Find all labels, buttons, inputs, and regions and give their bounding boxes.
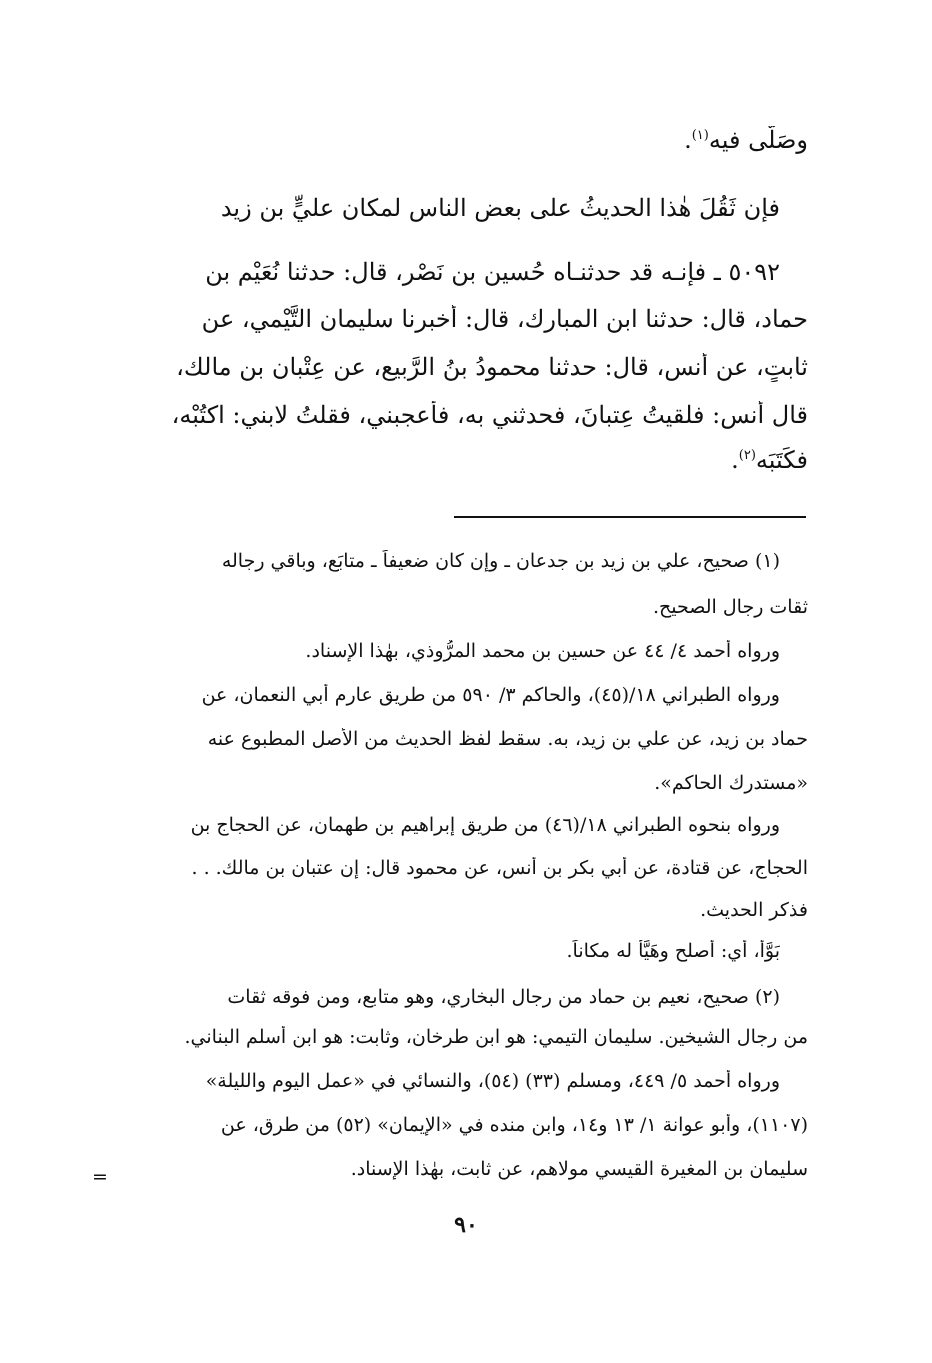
period: . (684, 126, 692, 154)
main-text-line-6: قال أنس: فلقيتُ عِتبانَ، فحدثني به، فأعجبني، فقلتُ لابني: اكتُبْه، (171, 401, 808, 429)
page-number: ٩٠ (454, 1212, 478, 1238)
footnote-line-12: من رجال الشيخين. سليمان التيمي: هو ابن طرخان، وثابت: هو ابن أسلم البناني. (184, 1026, 808, 1048)
main-line-1-text: وصَلَّى فيه (708, 126, 808, 154)
footnote-line-7: ورواه بنحوه الطبراني ١٨/(٤٦) من طريق إبراهيم بن طهمان، عن الحجاج بن (190, 814, 780, 836)
footnote-line-5: حماد بن زيد، عن علي بن زيد، به. سقط لفظ الحديث من الأصل المطبوع عنه (207, 728, 808, 750)
main-text-line-5: ثابتٍ، عن أنس، قال: حدثنا محمودُ بنُ الرَّبيع، عن عِتْبان بن مالك، (176, 353, 808, 381)
footnote-line-11: (٢) صحيح، نعيم بن حماد من رجال البخاري، وهو متابع، ومن فوقه ثقات (227, 986, 780, 1008)
footnote-ref-2: (٢) (738, 448, 756, 463)
footnote-line-15: سليمان بن المغيرة القيسي مولاهم، عن ثابت، بهٰذا الإسناد. (350, 1158, 808, 1180)
footnote-line-4: ورواه الطبراني ١٨/(٤٥)، والحاكم ٣/ ٥٩٠ من طريق عارم أبي النعمان، عن (201, 684, 780, 706)
footnote-line-13: ورواه أحمد ٥/ ٤٤٩، ومسلم (٣٣) (٥٤)، والنسائي في «عمل اليوم والليلة» (205, 1070, 780, 1092)
main-text-line-1 (122, 126, 808, 155)
footnote-line-6: «مستدرك الحاكم». (654, 772, 808, 794)
continuation-mark: = (92, 1166, 108, 1188)
main-line-7-text: فكَتَبَه (755, 446, 808, 474)
main-text-line-3: ٥٠٩٢ ـ فإنـه قد حدثنـاه حُسين بن نَصْر، قال: حدثنا نُعَيْم بن (205, 258, 780, 286)
footnote-line-2: ثقات رجال الصحيح. (652, 596, 808, 618)
main-text-line-7 (122, 446, 808, 475)
footnote-separator-rule (454, 516, 806, 518)
footnote-line-9: فذكر الحديث. (700, 899, 808, 921)
main-text-line-2: فإن ثَقُلَ هٰذا الحديثُ على بعض الناس لمكان عليٍّ بن زيد (220, 194, 780, 222)
main-text-line-4: حماد، قال: حدثنا ابن المبارك، قال: أخبرنا سليمان التَّيْمي، عن (201, 305, 808, 333)
footnote-ref-1: (١) (691, 128, 709, 143)
footnote-line-8: الحجاج، عن قتادة، عن أبي بكر بن أنس، عن محمود قال: إن عتبان بن مالك. . . (191, 857, 808, 879)
footnote-line-3: ورواه أحمد ٤/ ٤٤ عن حسين بن محمد المرُّوذي، بهٰذا الإسناد. (305, 640, 780, 662)
period: . (731, 446, 739, 474)
footnote-line-14: (١١٠٧)، وأبو عوانة ١/ ١٣ و١٤، وابن منده في «الإيمان» (٥٢) من طرق، عن (220, 1114, 808, 1136)
footnote-line-1: (١) صحيح، علي بن زيد بن جدعان ـ وإن كان ضعيفاً ـ متابَع، وباقي رجاله (221, 550, 780, 572)
footnote-line-10: بَوَّأ، أي: أصلح وهَيَّأ له مكاناً. (566, 940, 780, 962)
